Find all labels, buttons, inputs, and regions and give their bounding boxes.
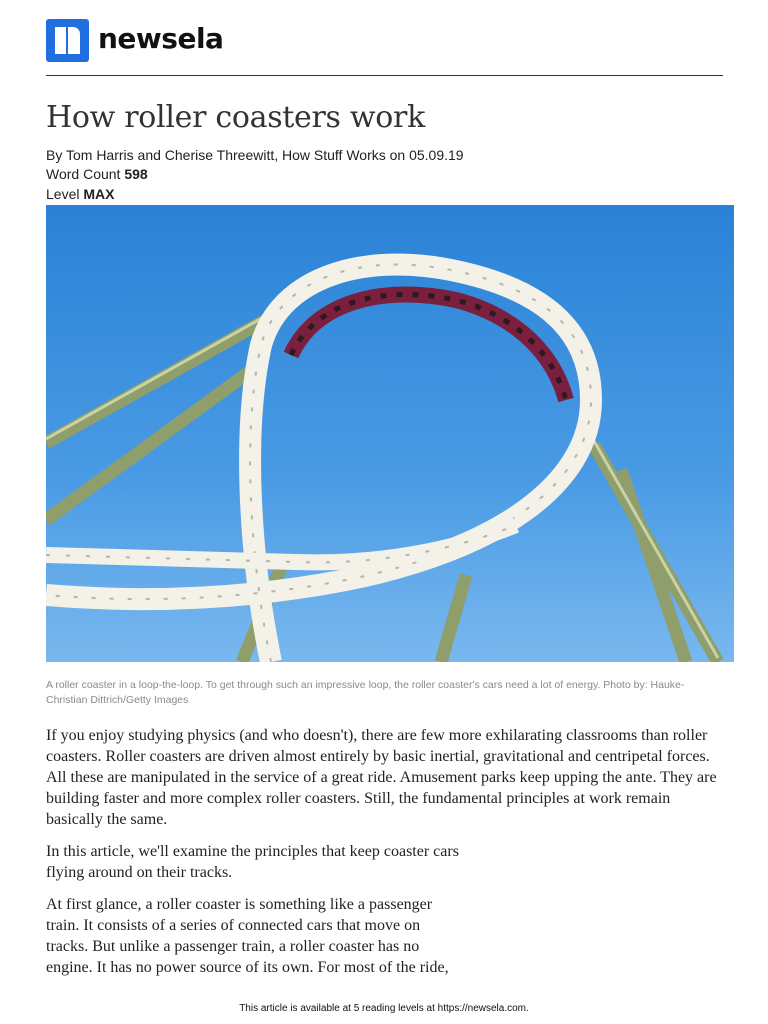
article-title: How roller coasters work bbox=[46, 100, 425, 135]
image-caption: A roller coaster in a loop-the-loop. To get through such an impressive loop, the roller coaster's cars need a lot of energy. Photo by: Hauke-Christian Dittrich/Getty Images bbox=[46, 679, 685, 706]
paragraph-3: At first glance, a roller coaster is something like a passenger train. It consists of a series of connected cars that move on tracks. But unlike a passenger train, a roller coaster has no engine. It has no power source of its own. For most of the ride, bbox=[46, 896, 449, 976]
word-count-label: Word Count bbox=[46, 166, 121, 182]
brand-wordmark[interactable]: newsela bbox=[98, 22, 224, 55]
roller-coaster-photo bbox=[46, 205, 734, 662]
reading-level bbox=[46, 186, 114, 202]
paragraph-1: If you enjoy studying physics (and who doesn't), there are few more exhilarating classrooms than roller coasters. Roller coasters are driven almost entirely by basic inertial, gravitational and centripetal forces. All these are manipulated in the service of a great ride. Amusement parks keep upping the ante. They are building faster and more complex roller coasters. Still, the fundamental principles at work remain basically the same. bbox=[46, 727, 717, 828]
newsela-logo-icon[interactable] bbox=[46, 19, 89, 62]
level-label: Level bbox=[46, 186, 80, 202]
paragraph-2: In this article, we'll examine the principles that keep coaster cars flying around on their tracks. bbox=[46, 843, 459, 881]
word-count bbox=[46, 166, 148, 182]
word-count-value: 598 bbox=[124, 166, 148, 182]
byline: By Tom Harris and Cherise Threewitt, How Stuff Works on 05.09.19 bbox=[46, 147, 464, 163]
footer-note: This article is available at 5 reading levels at https://newsela.com. bbox=[239, 1003, 529, 1014]
level-value: MAX bbox=[83, 186, 115, 202]
site-header bbox=[46, 18, 723, 76]
